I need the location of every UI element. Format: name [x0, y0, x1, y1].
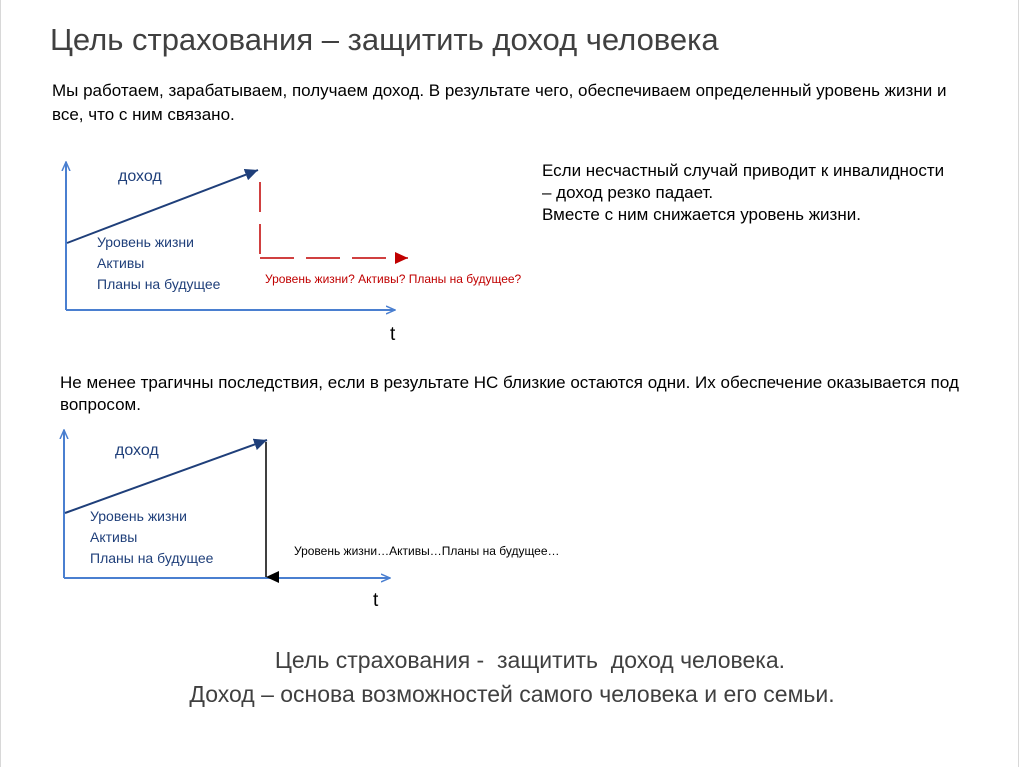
diagram-disability [66, 162, 522, 345]
conclusion-line-2: Доход – основа возможностей самого человека и его семьи. [189, 681, 835, 707]
income-label: доход [118, 168, 162, 185]
item-future-plans: Планы на будущее [90, 550, 214, 566]
income-arrow [65, 440, 267, 513]
disability-line-1: Если несчастный случай приводит к инвалидности [542, 161, 945, 180]
question-text: Уровень жизни? Активы? Планы на будущее? [265, 272, 522, 286]
time-axis-label: t [390, 324, 396, 345]
item-assets: Активы [97, 255, 145, 271]
item-living-standard: Уровень жизни [90, 508, 187, 524]
conclusion [0, 643, 1024, 711]
disability-line-3: Вместе с ним снижается уровень жизни. [542, 205, 861, 224]
diagram-loss [64, 430, 560, 611]
conclusion-line-1: Цель страхования - защитить доход человека. [274, 647, 786, 673]
income-arrow [67, 170, 258, 243]
time-axis-label: t [373, 590, 379, 611]
item-assets: Активы [90, 529, 138, 545]
family-consequences-text: Не менее трагичны последствия, если в результате НС близкие остаются одни. Их обеспечение оказывается под вопросом. [60, 373, 959, 414]
after-text: Уровень жизни…Активы…Планы на будущее… [294, 544, 560, 558]
item-future-plans: Планы на будущее [97, 276, 221, 292]
disability-line-2: – доход резко падает. [542, 183, 714, 202]
item-living-standard: Уровень жизни [97, 234, 194, 250]
intro-text: Мы работаем, зарабатываем, получаем доход. В результате чего, обеспечиваем определенный уровень жизни и все, что с ним связано. [52, 81, 947, 124]
income-label: доход [115, 442, 159, 459]
slide-title: Цель страхования – защитить доход человека [50, 22, 719, 57]
